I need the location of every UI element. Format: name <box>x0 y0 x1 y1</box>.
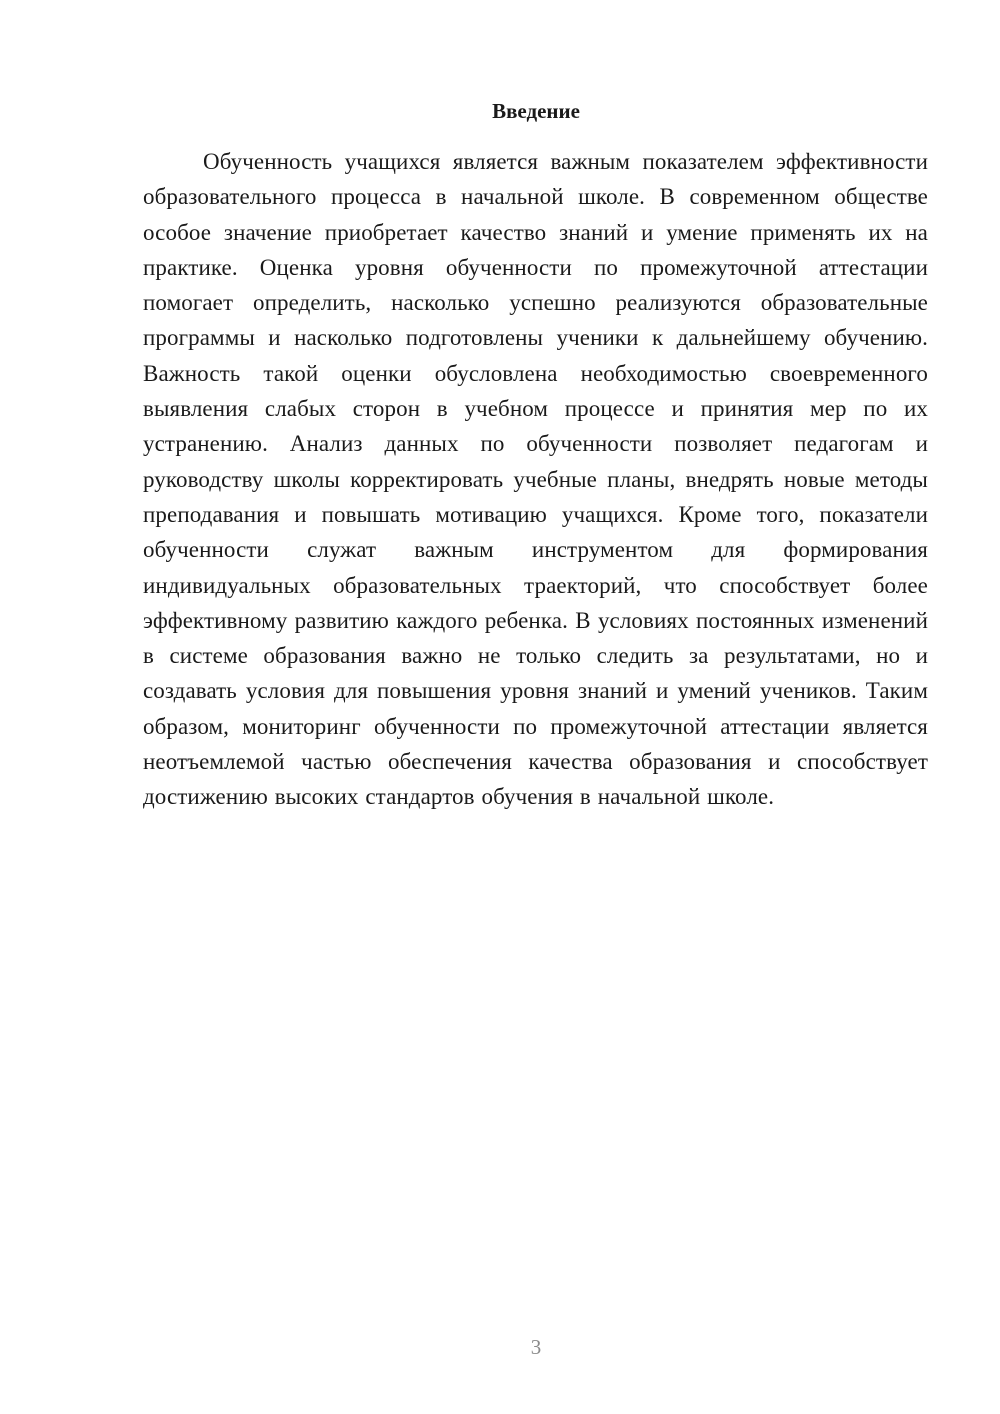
page-number: 3 <box>530 1335 542 1359</box>
section-heading: Введение <box>492 99 580 123</box>
body-paragraph: Обученность учащихся является важным показателем эффективности образовательного процесса в начальной школе. В современном обществе особое значение приобретает качество знаний и умение применять их на практике. Оценка уровня обученности по промежуточной аттестации помогает определить, насколько успешно реализуются образовательные программы и насколько подготовлены ученики к дальнейшему обучению. Важность такой оценки обусловлена необходимостью своевременного выявления слабых сторон в учебном процессе и принятия мер по их устранению. Анализ данных по обученности позволяет педагогам и руководству школы корректировать учебные планы, внедрять новые методы преподавания и повышать мотивацию учащихся. Кроме того, показатели обученности служат важным инструментом для формирования индивидуальных образовательных траекторий, что способствует более эффективному развитию каждого ребенка. В условиях постоянных изменений в системе образования важно не только следить за результатами, но и создавать условия для повышения уровня знаний и умений учеников. Таким образом, мониторинг обученности по промежуточной аттестации является неотъемлемой частью обеспечения качества образования и способствует достижению высоких стандартов обучения в начальной школе. <box>143 149 928 810</box>
